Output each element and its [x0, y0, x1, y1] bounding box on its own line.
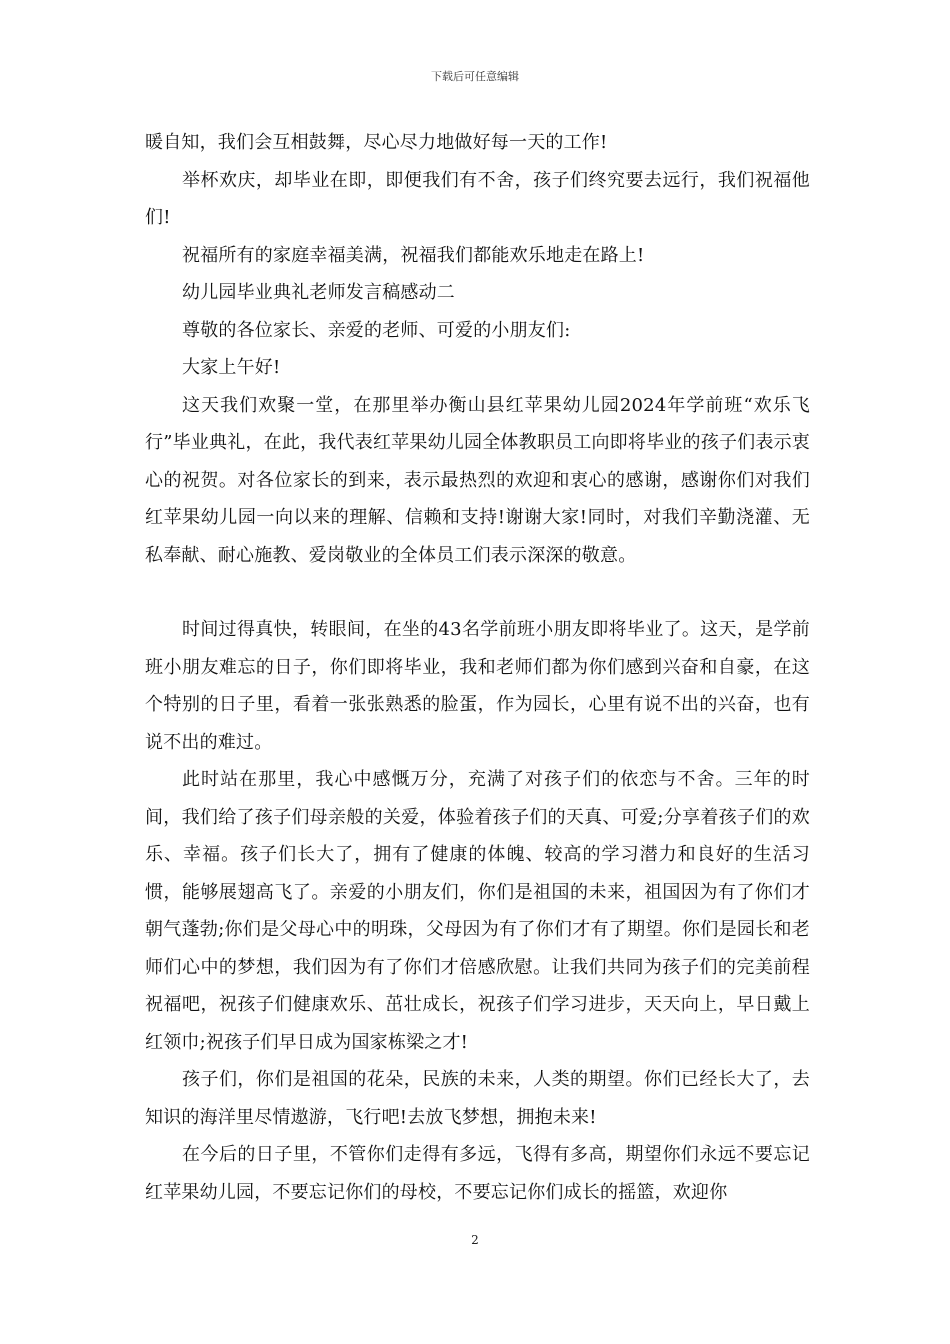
paragraph-11: 在今后的日子里，不管你们走得有多远，飞得有多高，期望你们永远不要忘记红苹果幼儿园，不要忘记你们的母校，不要忘记你们成长的摇篮，欢迎你 — [145, 1144, 810, 1203]
paragraph-10: 孩子们，你们是祖国的花朵，民族的未来，人类的期望。你们已经长大了，去知识的海洋里尽情遨游，飞行吧!去放飞梦想，拥抱未来! — [145, 1069, 810, 1128]
paragraph-7: 这天我们欢聚一堂，在那里举办衡山县红苹果幼儿园2024年学前班“欢乐飞行”毕业典礼，在此，我代表红苹果幼儿园全体教职员工向即将毕业的孩子们表示衷心的祝贺。对各位家长的到来，表示最热烈的欢迎和衷心的感谢，感谢你们对我们红苹果幼儿园一向以来的理解、信赖和支持!谢谢大家!同时，对我们辛勤浇灌、无私奉献、耐心施教、爱岗敬业的全体员工们表示深深的敬意。 — [145, 394, 810, 566]
greeting: 大家上午好! — [182, 357, 281, 378]
paragraph-3: 祝福所有的家庭幸福美满，祝福我们都能欢乐地走在路上! — [182, 244, 645, 266]
paragraph-9: 此时站在那里，我心中感慨万分，充满了对孩子们的依恋与不舍。三年的时间，我们给了孩子们母亲般的关爱，体验着孩子们的天真、可爱;分享着孩子们的欢乐、幸福。孩子们长大了，拥有了健康的体魄、较高的学习潜力和良好的生活习惯，能够展翅高飞了。亲爱的小朋友们，你们是祖国的未来，祖国因为有了你们才朝气蓬勃;你们是父母心中的明珠，父母因为有了你们才有了期望。你们是园长和老师们心中的梦想，我们因为有了你们才倍感欣慰。让我们共同为孩子们的完美前程祝福吧，祝孩子们健康欢乐、茁壮成长，祝孩子们学习进步，天天向上，早日戴上红领巾;祝孩子们早日成为国家栋梁之才! — [145, 769, 810, 1053]
salutation: 尊敬的各位家长、亲爱的老师、可爱的小朋友们: — [182, 319, 571, 341]
section-title: 幼儿园毕业典礼老师发言稿感动二 — [182, 282, 455, 303]
page-number: 2 — [471, 1233, 479, 1247]
paragraph-1: 暖自知，我们会互相鼓舞，尽心尽力地做好每一天的工作! — [145, 132, 608, 153]
document-body — [145, 124, 810, 1211]
header-note: 下载后可任意编辑 — [431, 70, 519, 83]
paragraph-8: 时间过得真快，转眼间，在坐的43名学前班小朋友即将毕业了。这天，是学前班小朋友难忘的日子，你们即将毕业，我和老师们都为你们感到兴奋和自豪，在这个特别的日子里，看着一张张熟悉的脸蛋，作为园长，心里有说不出的兴奋，也有说不出的难过。 — [145, 619, 810, 753]
paragraph-2: 举杯欢庆，却毕业在即，即便我们有不舍，孩子们终究要去远行，我们祝福他们! — [145, 169, 810, 228]
paragraph-gap — [145, 574, 810, 611]
